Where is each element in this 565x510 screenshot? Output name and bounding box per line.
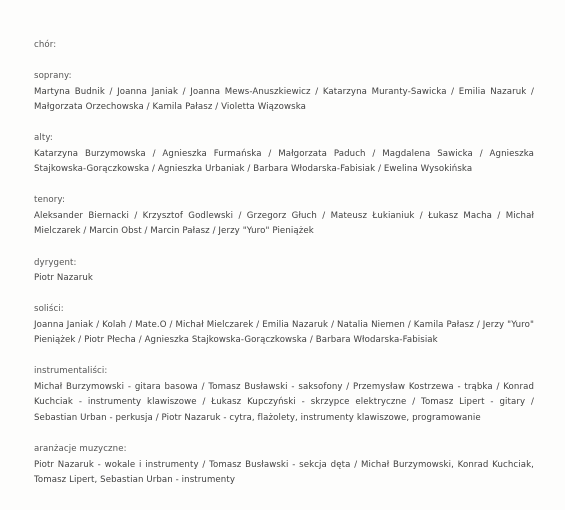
section-gap [34, 427, 541, 443]
section-label-soprano: soprany: [34, 71, 72, 81]
section-label-choir: chór: [34, 40, 57, 50]
section-label-instrumentalists: instrumentaliści: [34, 366, 108, 377]
section-body-instrumentalists: Michał Burzymowski - gitara basowa / Tomasz Busławski - saksofony / Przemysław Kostrzewa - trąbka / Konrad Kuchciak - instrumenty klawiszowe / Łukasz Kupczyński - skrzypce elektryczne / Tomasz Lipert - gitary / Sebastian Urban - perkusja / Piotr Nazaruk - cytra, flażolety, instrumenty klawiszowe, programowanie [34, 381, 534, 424]
section-gap [34, 54, 541, 70]
section-label-soloists: soliści: [34, 304, 64, 315]
section-arrangements [34, 442, 541, 489]
section-instrumentalists [34, 364, 541, 426]
section-soloists [34, 302, 541, 349]
section-gap [34, 349, 541, 365]
section-body-soloists: Joanna Janiak / Kolah / Mate.O / Michał Mielczarek / Emilia Nazaruk / Natalia Niemen / Kamila Pałasz / Jerzy "Yuro" Pieniążek / Piotr Płecha / Agnieszka Stajkowska-Gorączkowska / Barbara Włodarska-Fabisiak [34, 319, 534, 346]
section-label-conductor: dyrygent: [34, 257, 77, 268]
section-body-alto: Katarzyna Burzymowska / Agnieszka Furmańska / Małgorzata Paduch / Magdalena Sawicka / Agnieszka Stajkowska-Gorączkowska / Agnieszka Urbaniak / Barbara Włodarska-Fabisiak / Ewelina Wysokińska [34, 148, 534, 175]
section-alto [34, 131, 541, 178]
section-gap [34, 287, 541, 303]
section-body-arrangements: Piotr Nazaruk - wokale i instrumenty / Tomasz Busławski - sekcja dęta / Michał Burzymowski, Konrad Kuchciak, Tomasz Lipert, Sebastian Urban - instrumenty [34, 459, 534, 486]
section-body-conductor: Piotr Nazaruk [34, 273, 94, 284]
section-soprano [34, 69, 541, 116]
section-label-alto: alty: [34, 133, 53, 144]
section-body-soprano: Martyna Budnik / Joanna Janiak / Joanna Mews-Anuszkiewicz / Katarzyna Muranty-Sawicka / Emilia Nazaruk / Małgorzata Orzechowska / Kamila Pałasz / Violetta Wiązowska [34, 86, 534, 113]
section-gap [34, 116, 541, 132]
section-body-tenor: Aleksander Biernacki / Krzysztof Godlewski / Grzegorz Głuch / Mateusz Łukianiuk / Łukasz Macha / Michał Mielczarek / Marcin Obst / Marcin Pałasz / Jerzy "Yuro" Pieniążek [34, 210, 534, 237]
section-choir [34, 38, 541, 54]
section-gap [34, 178, 541, 194]
section-label-arrangements: aranżacje muzyczne: [34, 444, 127, 455]
section-label-tenor: tenory: [34, 195, 65, 206]
section-gap [34, 240, 541, 256]
section-conductor [34, 256, 541, 287]
section-tenor [34, 193, 541, 240]
